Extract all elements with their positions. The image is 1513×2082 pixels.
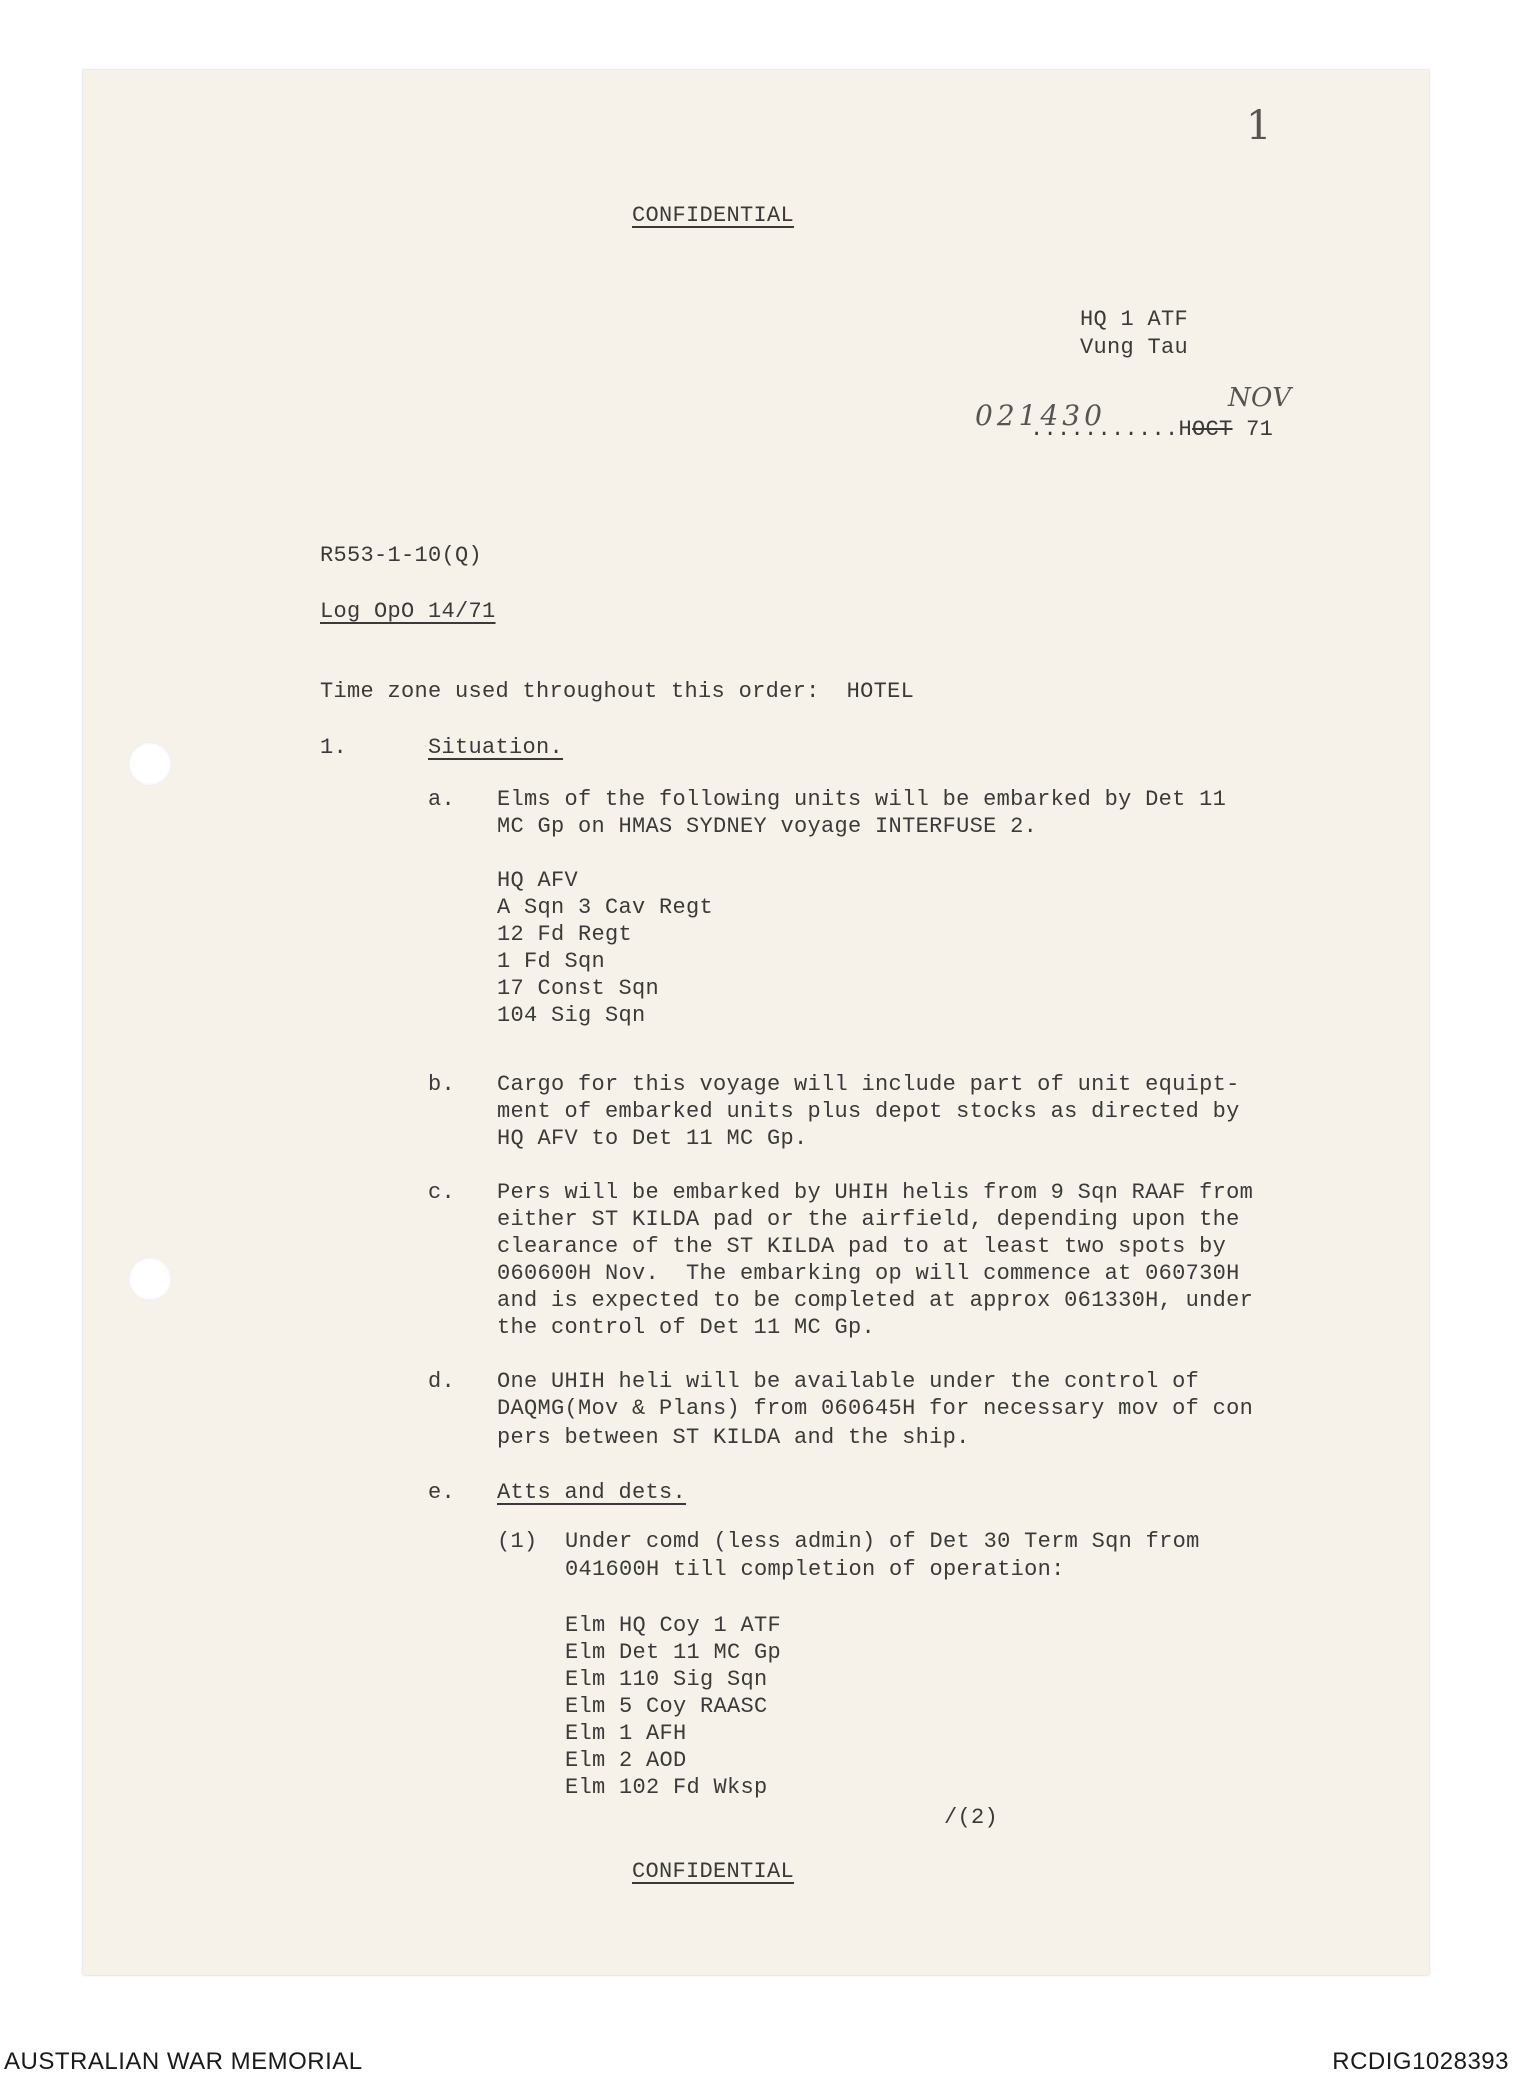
section-heading: Situation. — [428, 735, 564, 760]
continuation-mark: /(2) — [944, 1805, 999, 1830]
dtg-handwritten: 021430 — [975, 399, 1106, 432]
file-reference: R553-1-10(Q) — [320, 543, 483, 568]
para-line: ment of embarked units plus depot stocks as directed by — [497, 1099, 1240, 1124]
hq-label: HQ 1 ATF — [1080, 307, 1189, 332]
list-item: Elm 5 Coy RAASC — [565, 1694, 768, 1719]
classification-top: CONFIDENTIAL — [632, 203, 795, 228]
para-line: 041600H till completion of operation: — [565, 1557, 1065, 1582]
para-line: Pers will be embarked by UHIH helis from 9 Sqn RAAF from — [497, 1180, 1254, 1205]
para-b-label: b. — [428, 1072, 456, 1097]
time-zone-line: Time zone used throughout this order: HOTEL — [320, 679, 915, 704]
punch-hole-top — [128, 742, 172, 786]
para-e-heading: Atts and dets. — [497, 1480, 687, 1505]
list-item: 104 Sig Sqn — [497, 1003, 646, 1028]
list-item: A Sqn 3 Cav Regt — [497, 895, 714, 920]
dtg-typed — [1030, 416, 1273, 444]
para-line: HQ AFV to Det 11 MC Gp. — [497, 1126, 808, 1151]
list-item: Elm 102 Fd Wksp — [565, 1775, 768, 1800]
para-line: clearance of the ST KILDA pad to at least two spots by — [497, 1234, 1227, 1259]
list-item: Elm 110 Sig Sqn — [565, 1667, 768, 1692]
list-item: HQ AFV — [497, 868, 579, 893]
list-item: 12 Fd Regt — [497, 922, 633, 947]
page-mark: 1 — [1246, 103, 1272, 149]
para-line: and is expected to be completed at approx 061330H, under — [497, 1288, 1254, 1313]
para-a-label: a. — [428, 787, 456, 812]
location-label: Vung Tau — [1080, 335, 1189, 360]
classification-bottom: CONFIDENTIAL — [632, 1859, 795, 1884]
para-line: either ST KILDA pad or the airfield, depending upon the — [497, 1207, 1240, 1232]
punch-hole-bottom — [128, 1257, 172, 1301]
list-item: 1 Fd Sqn — [497, 949, 606, 974]
para-line: pers between ST KILDA and the ship. — [497, 1425, 970, 1450]
order-title: Log OpO 14/71 — [320, 599, 496, 624]
month-handwritten: NOV — [1228, 383, 1292, 413]
list-item: Elm 1 AFH — [565, 1721, 687, 1746]
para-line: MC Gp on HMAS SYDNEY voyage INTERFUSE 2. — [497, 814, 1038, 839]
para-line: Elms of the following units will be embarked by Det 11 — [497, 787, 1227, 812]
list-item: Elm 2 AOD — [565, 1748, 687, 1773]
para-e-label: e. — [428, 1480, 456, 1505]
section-number: 1. — [320, 735, 348, 760]
dtg-dots: ...........H — [1030, 417, 1193, 442]
list-item: Elm Det 11 MC Gp — [565, 1640, 782, 1665]
month-struck: OCT — [1192, 417, 1233, 442]
para-line: Under comd (less admin) of Det 30 Term Sqn from — [565, 1529, 1200, 1554]
footer-archive-name: AUSTRALIAN WAR MEMORIAL — [4, 2048, 363, 2075]
subpara-1-label: (1) — [497, 1529, 538, 1554]
para-line: Cargo for this voyage will include part of unit equipt- — [497, 1072, 1240, 1097]
para-line: 060600H Nov. The embarking op will commence at 060730H — [497, 1261, 1240, 1286]
footer-item-id: RCDIG1028393 — [1332, 2048, 1509, 2075]
list-item: Elm HQ Coy 1 ATF — [565, 1613, 782, 1638]
para-d-label: d. — [428, 1369, 456, 1394]
year: 71 — [1246, 417, 1274, 442]
para-line: One UHIH heli will be available under the control of — [497, 1369, 1200, 1394]
list-item: 17 Const Sqn — [497, 976, 660, 1001]
para-line: the control of Det 11 MC Gp. — [497, 1315, 876, 1340]
para-line: DAQMG(Mov & Plans) from 060645H for necessary mov of con — [497, 1396, 1254, 1421]
para-c-label: c. — [428, 1180, 456, 1205]
